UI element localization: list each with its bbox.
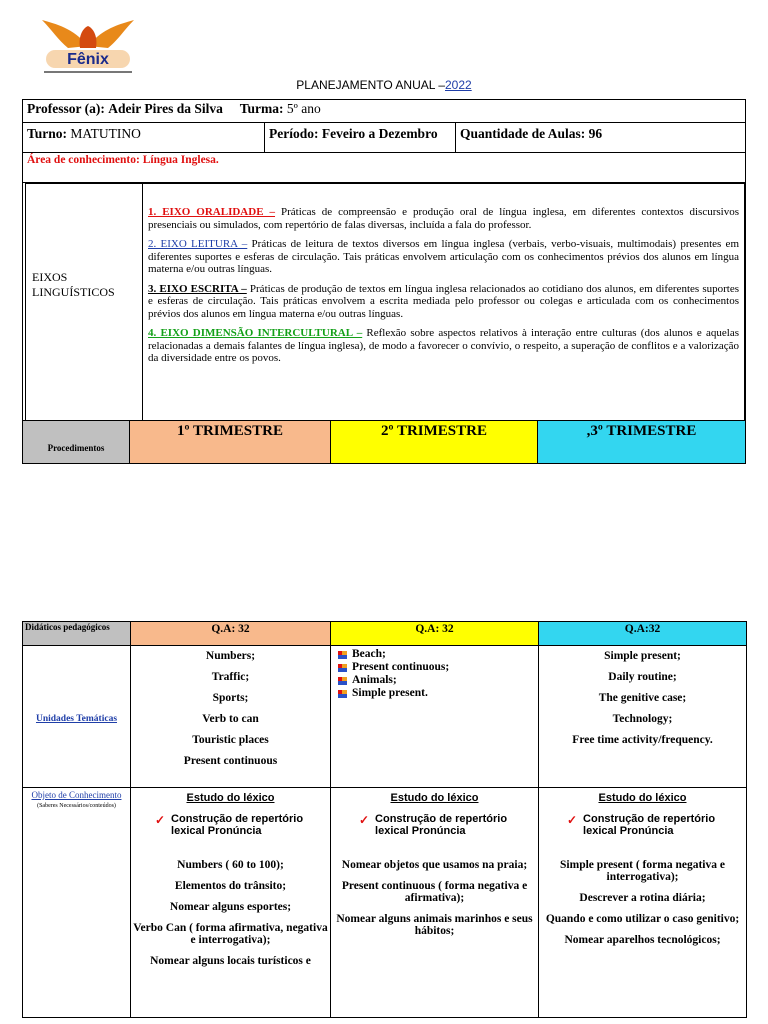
bullet-icon	[338, 663, 347, 671]
objeto-conhecimento-link[interactable]: Objeto de Conhecimento	[31, 790, 122, 800]
qa-1: Q.A: 32	[131, 622, 331, 646]
conteudos-table	[22, 621, 747, 1018]
unidades-label-cell	[23, 646, 131, 788]
bullet-icon	[338, 676, 347, 684]
trimestre-3: ,3º TRIMESTRE	[537, 420, 746, 464]
trimestre-1: 1º TRIMESTRE	[129, 420, 331, 464]
procedimentos-label: Procedimentos	[22, 420, 130, 464]
fenix-logo	[38, 18, 138, 78]
objeto-label-cell: Objeto de Conhecimento (Saberes Necessários/conteúdos)	[23, 788, 131, 1018]
qa-2: Q.A: 32	[331, 622, 539, 646]
didaticos-label: Didáticos pedagógicos	[23, 622, 131, 646]
checkmark-icon: ✓	[566, 813, 578, 827]
unidades-col-2	[331, 646, 539, 788]
eixos-divider	[142, 183, 143, 421]
page-title: PLANEJAMENTO ANUAL –2022	[296, 78, 472, 92]
eixo-escrita: 3. EIXO ESCRITA – Práticas de produção de textos em língua inglesa relacionados ao cotidiano dos alunos, em diferentes suportes e esferas de circulação. Tais práticas envolvem a escrita mediada pelo professor ou colegas e articulada com os conhecimentos prévios dos alunos em língua materna e/ou outras línguas.	[148, 282, 739, 320]
checkmark-icon: ✓	[154, 813, 166, 827]
periodo-cell: Período: Feveiro a Dezembro	[264, 122, 456, 153]
list-item: Simple present.	[352, 687, 537, 700]
title-year: 2022	[445, 78, 472, 92]
table-row	[23, 788, 747, 1018]
bullet-icon	[338, 689, 347, 697]
objeto-col-2: Estudo do léxico ✓ Construção de repertório lexical Pronúncia Nomear objetos que usamos na praia; Present continuous ( forma negativa e afirmativa); Nomear alguns animais marinhos e seus hábitos;	[331, 788, 539, 1018]
unidades-col-3: Simple present; Daily routine; The genitive case; Technology; Free time activity/frequency.	[539, 646, 747, 788]
table-row	[23, 646, 747, 788]
unidades-col-1: Numbers; Traffic; Sports; Verb to can Touristic places Present continuous	[131, 646, 331, 788]
list-item: Present continuous;	[352, 661, 537, 674]
turno-cell: Turno: MATUTINO	[22, 122, 265, 153]
area-conhecimento: Área de conhecimento: Língua Inglesa.	[22, 152, 746, 183]
eixo-oralidade: 1. EIXO ORALIDADE – Práticas de compreensão e produção oral de língua inglesa, em diferentes contextos discursivos presenciais ou simulados, com repertório de falas diversas, incluída a fala do professor.	[148, 206, 739, 231]
checkmark-icon: ✓	[358, 813, 370, 827]
professor-row: Professor (a): Adeir Pires da Silva Turma: 5º ano	[22, 99, 746, 123]
objeto-col-1: Estudo do léxico ✓ Construção de repertório lexical Pronúncia Numbers ( 60 to 100); Elementos do trânsito; Nomear alguns esportes; Verbo Can ( forma afirmativa, negativa e interrogativa); Nomear alguns locais turísticos e	[131, 788, 331, 1018]
qa-3: Q.A:32	[539, 622, 747, 646]
svg-text:Fênix: Fênix	[67, 51, 109, 68]
table-row	[23, 622, 747, 646]
eixos-label: EIXOS LINGUÍSTICOS	[32, 270, 115, 299]
eixo-leitura: 2. EIXO LEITURA – Práticas de leitura de textos diversos em língua inglesa (verbais, verbo-visuais, multimodais) presentes em diferentes suportes e esferas de circulação. Tais práticas envolvem articulação com os conhecimentos prévios dos alunos em língua materna e/ou outras línguas.	[148, 238, 739, 275]
trimestre-2: 2º TRIMESTRE	[330, 420, 538, 464]
list-item: Animals;	[352, 674, 537, 687]
objeto-col-3: Estudo do léxico ✓ Construção de repertório lexical Pronúncia Simple present ( forma negativa e interrogativa); Descrever a rotina diária; Quando e como utilizar o caso genitivo; Nomear aparelhos tecnológicos;	[539, 788, 747, 1018]
list-item: Beach;	[352, 648, 537, 661]
unidades-tematicas-link[interactable]: Unidades Temáticas	[35, 713, 118, 724]
eixos-content	[148, 206, 739, 372]
aulas-cell: Quantidade de Aulas: 96	[455, 122, 746, 153]
bullet-icon	[338, 650, 347, 658]
eixo-intercultural: 4. EIXO DIMENSÃO INTERCULTURAL – Reflexão sobre aspectos relativos à interação entre culturas (dos alunos e aquelas relacionadas a demais falantes de língua inglesa), de modo a favorecer o convívio, o respeito, a superação de conflitos e a valorização da diversidade entre os povos.	[148, 327, 739, 364]
